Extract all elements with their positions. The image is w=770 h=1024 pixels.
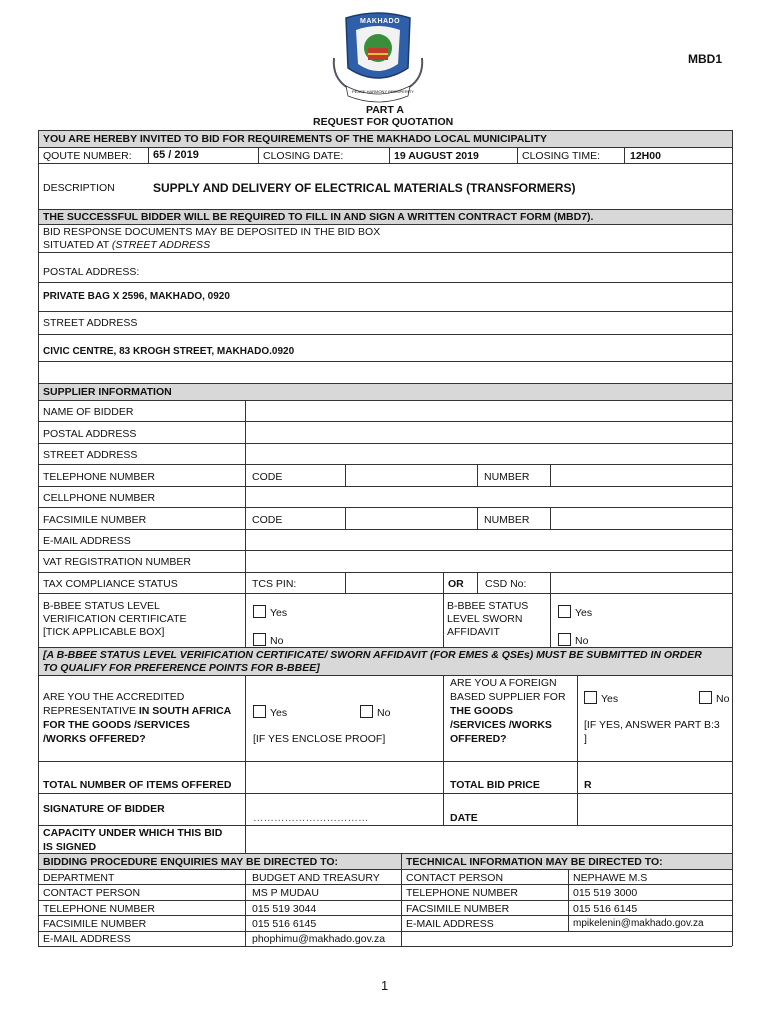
bbbee-cert-line3: [TICK APPLICABLE BOX] [43, 626, 165, 638]
technical-telephone-label: TELEPHONE NUMBER [406, 887, 519, 899]
procedure-fax-value: 015 516 6145 [252, 918, 317, 930]
foreign-line1: ARE YOU A FOREIGN [450, 677, 557, 689]
foreign-yes-option[interactable] [584, 691, 618, 705]
email-field[interactable] [246, 530, 732, 550]
label-cellphone: CELLPHONE NUMBER [43, 492, 156, 504]
label-fax: FACSIMILE NUMBER [43, 514, 147, 526]
bbbee-note-line2: TO QUALIFY FOR PREFERENCE POINTS FOR B-BBEE] [43, 662, 320, 674]
street-address-value: CIVIC CENTRE, 83 KROGH STREET, MAKHADO.0920 [43, 346, 295, 357]
description-value: SUPPLY AND DELIVERY OF ELECTRICAL MATERIALS (TRANSFORMERS) [153, 181, 576, 195]
closing-date-label: CLOSING DATE: [263, 150, 344, 162]
procedure-email-value[interactable]: phophimu@makhado.gov.za [252, 933, 386, 945]
foreign-line5: OFFERED? [450, 733, 507, 745]
quote-number-label: QOUTE NUMBER: [43, 150, 132, 162]
foreign-no-label: No [716, 693, 730, 705]
closing-time: 12H00 [630, 150, 661, 162]
postal-address-field[interactable] [246, 422, 732, 443]
accredited-line2 [43, 705, 231, 717]
bbbee-note-line1: [A B-BBEE STATUS LEVEL VERIFICATION CERTIFICATE/ SWORN AFFIDAVIT (FOR EMES & QSEs) MUST BE SUBMITTED IN ORDER [43, 649, 702, 661]
bbbee-cert-no-checkbox[interactable] [253, 633, 266, 646]
label-tax: TAX COMPLIANCE STATUS [43, 578, 178, 590]
bbbee-aff-line1: B-BBEE STATUS [447, 600, 529, 612]
quote-number: 65 / 2019 [153, 149, 199, 161]
makhado-logo [328, 8, 428, 104]
accredited-line3: FOR THE GOODS /SERVICES [43, 719, 190, 731]
closing-date: 19 AUGUST 2019 [394, 150, 479, 162]
telephone-code-label: CODE [252, 471, 283, 483]
foreign-no-checkbox[interactable] [699, 691, 712, 704]
date-label: DATE [450, 812, 478, 824]
technical-enquiries-heading: TECHNICAL INFORMATION MAY BE DIRECTED TO: [406, 856, 663, 868]
page-number: 1 [381, 978, 389, 993]
technical-email-value[interactable]: mpikelenin@makhado.gov.za [573, 918, 704, 929]
procedure-telephone-label: TELEPHONE NUMBER [43, 903, 156, 915]
deposit-line2 [43, 239, 210, 251]
label-street-address: STREET ADDRESS [43, 449, 138, 461]
closing-time-label: CLOSING TIME: [522, 150, 600, 162]
foreign-no-option[interactable] [699, 691, 729, 705]
technical-telephone-value: 015 519 3000 [573, 887, 638, 899]
date-field[interactable] [578, 794, 732, 825]
bbbee-aff-yes-option[interactable] [558, 605, 592, 619]
bbbee-cert-line1: B-BBEE STATUS LEVEL [43, 600, 160, 612]
accredited-yes-option[interactable] [253, 705, 287, 719]
deposit-line2-italic: (STREET ADDRESS [111, 239, 211, 251]
bbbee-aff-no-option[interactable] [558, 633, 588, 647]
bbbee-aff-yes-label: Yes [575, 607, 593, 619]
technical-contact-label: CONTACT PERSON [406, 872, 504, 884]
procedure-contact-label: CONTACT PERSON [43, 887, 141, 899]
accredited-no-checkbox[interactable] [360, 705, 373, 718]
accredited-line4: /WORKS OFFERED? [43, 733, 146, 745]
bbbee-aff-yes-checkbox[interactable] [558, 605, 571, 618]
accredited-no-label: No [377, 707, 391, 719]
page-title: REQUEST FOR QUOTATION [313, 116, 454, 128]
bbbee-cert-yes-option[interactable] [253, 605, 287, 619]
cellphone-field[interactable] [246, 487, 732, 507]
total-price-label: TOTAL BID PRICE [450, 779, 540, 791]
street-address-label: STREET ADDRESS [43, 317, 138, 329]
bbbee-aff-no-checkbox[interactable] [558, 633, 571, 646]
signature-line[interactable]: …………………………… [253, 812, 369, 824]
bbbee-aff-line2: LEVEL SWORN [447, 613, 523, 625]
bbbee-cert-yes-label: Yes [270, 607, 288, 619]
technical-email-label: E-MAIL ADDRESS [406, 918, 494, 930]
telephone-number-label: NUMBER [484, 471, 530, 483]
label-name-of-bidder: NAME OF BIDDER [43, 406, 134, 418]
label-telephone: TELEPHONE NUMBER [43, 471, 156, 483]
bbbee-aff-no-label: No [575, 635, 589, 647]
procedure-department-label: DEPARTMENT [43, 872, 115, 884]
technical-fax-value: 015 516 6145 [573, 903, 638, 915]
supplier-heading: SUPPLIER INFORMATION [43, 386, 172, 398]
procedure-contact-value: MS P MUDAU [252, 887, 319, 899]
part-label: PART A [366, 104, 404, 116]
border-right [732, 130, 733, 946]
foreign-yes-checkbox[interactable] [584, 691, 597, 704]
tcs-pin-label: TCS PIN: [252, 578, 297, 590]
foreign-line2: BASED SUPPLIER FOR [450, 691, 566, 703]
bbbee-cert-yes-checkbox[interactable] [253, 605, 266, 618]
total-price-currency: R [584, 779, 592, 791]
label-email: E-MAIL ADDRESS [43, 535, 131, 547]
foreign-line4: /SERVICES /WORKS [450, 719, 552, 731]
or-label: OR [448, 578, 464, 590]
csd-no-label: CSD No: [485, 578, 527, 590]
signature-label: SIGNATURE OF BIDDER [43, 803, 165, 815]
label-vat: VAT REGISTRATION NUMBER [43, 556, 191, 568]
technical-contact-value: NEPHAWE M.S [573, 872, 648, 884]
procedure-fax-label: FACSIMILE NUMBER [43, 918, 147, 930]
total-price-field[interactable] [595, 762, 732, 793]
contract-note: THE SUCCESSFUL BIDDER WILL BE REQUIRED TO FILL IN AND SIGN A WRITTEN CONTRACT FORM (MBD7). [43, 211, 594, 223]
label-postal-address: POSTAL ADDRESS [43, 428, 137, 440]
deposit-line1: BID RESPONSE DOCUMENTS MAY BE DEPOSITED IN THE BID BOX [43, 226, 381, 238]
foreign-line3: THE GOODS [450, 705, 514, 717]
answer-b3-line1: [IF YES, ANSWER PART B:3 [584, 719, 720, 731]
procedure-email-label: E-MAIL ADDRESS [43, 933, 131, 945]
enclose-proof-note: [IF YES ENCLOSE PROOF] [253, 733, 386, 745]
postal-address-label: POSTAL ADDRESS: [43, 266, 140, 278]
total-items-field[interactable] [246, 762, 443, 793]
fax-code-label: CODE [252, 514, 283, 526]
accredited-yes-label: Yes [270, 707, 288, 719]
accredited-no-option[interactable] [360, 705, 390, 719]
vat-field[interactable] [246, 551, 732, 572]
bbbee-cert-line2: VERIFICATION CERTIFICATE [43, 613, 187, 625]
fax-code-field[interactable] [346, 508, 477, 529]
tcs-pin-field[interactable] [346, 573, 443, 593]
capacity-line2: IS SIGNED [43, 841, 97, 853]
bbbee-cert-no-option[interactable] [253, 633, 283, 647]
logo-text-top: MAKHADO [360, 18, 401, 25]
foreign-yes-label: Yes [601, 693, 619, 705]
accredited-yes-checkbox[interactable] [253, 705, 266, 718]
answer-b3-line2: ] [584, 733, 587, 745]
invite-text: YOU ARE HEREBY INVITED TO BID FOR REQUIREMENTS OF THE MAKHADO LOCAL MUNICIPALITY [43, 133, 548, 145]
accredited-line1: ARE YOU THE ACCREDITED [43, 691, 185, 703]
deposit-line2-prefix: SITUATED AT [43, 239, 112, 251]
name-of-bidder-field[interactable] [246, 401, 732, 421]
description-label: DESCRIPTION [43, 182, 115, 194]
bbbee-aff-line3: AFFIDAVIT [447, 626, 500, 638]
procedure-telephone-value: 015 519 3044 [252, 903, 317, 915]
capacity-line1: CAPACITY UNDER WHICH THIS BID [43, 827, 223, 839]
accredited-line2b: IN SOUTH AFRICA [138, 705, 232, 717]
form-code: MBD1 [688, 52, 723, 66]
procedure-enquiries-heading: BIDDING PROCEDURE ENQUIRIES MAY BE DIRECTED TO: [43, 856, 339, 868]
logo-text-bottom: PEACE HARMONY PROSPERITY [352, 89, 414, 94]
accredited-line2a: REPRESENTATIVE [43, 705, 139, 717]
fax-number-label: NUMBER [484, 514, 530, 526]
street-address-field[interactable] [246, 444, 732, 464]
postal-address-value: PRIVATE BAG X 2596, MAKHADO, 0920 [43, 291, 230, 302]
csd-no-field[interactable] [551, 573, 732, 593]
telephone-number-field[interactable] [551, 465, 732, 486]
telephone-code-field[interactable] [346, 465, 477, 486]
technical-fax-label: FACSIMILE NUMBER [406, 903, 510, 915]
procedure-department-value: BUDGET AND TREASURY [252, 872, 380, 884]
bbbee-cert-no-label: No [270, 635, 284, 647]
total-items-label: TOTAL NUMBER OF ITEMS OFFERED [43, 779, 232, 791]
fax-number-field[interactable] [551, 508, 732, 529]
capacity-field[interactable] [246, 826, 732, 853]
